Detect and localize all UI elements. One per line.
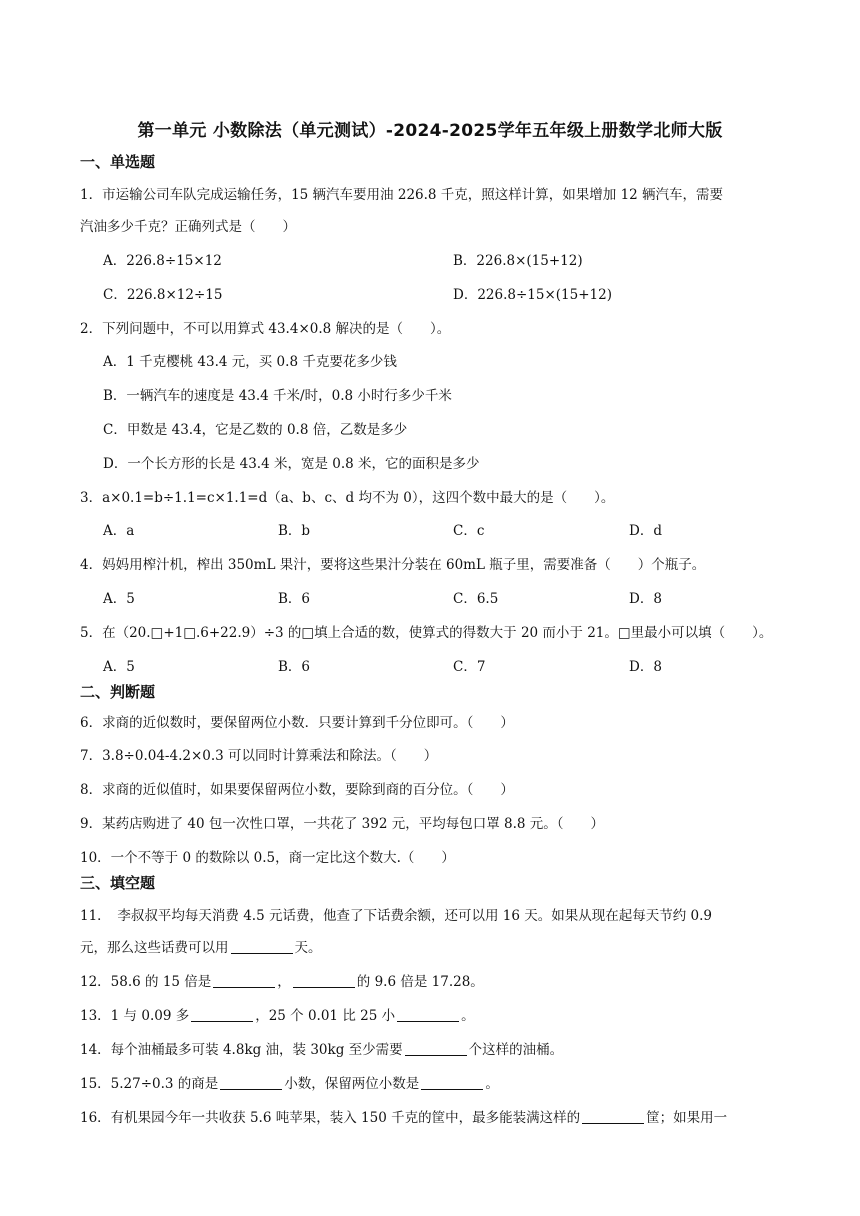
answer-blank[interactable]	[191, 1007, 253, 1022]
question-1-option-d: D．226.8÷15×(15+12)	[453, 287, 612, 303]
question-15-middle: 小数，保留两位小数是	[284, 1076, 420, 1092]
question-14-text: 14．每个油桶最多可装 4.8kg 油，装 30kg 至少需要	[80, 1042, 403, 1058]
question-2-option-c: C．甲数是 43.4，它是乙数的 0.8 倍，乙数是多少	[103, 422, 408, 438]
answer-blank[interactable]	[405, 1041, 467, 1056]
answer-blank[interactable]	[231, 939, 293, 954]
question-4-option-b: B．6	[278, 591, 311, 607]
question-15	[80, 1072, 499, 1092]
question-16-suffix: 筐；如果用一	[646, 1110, 728, 1126]
question-11-suffix: 天。	[294, 940, 322, 956]
question-15-text: 15．5.27÷0.3 的商是	[80, 1076, 219, 1092]
answer-blank[interactable]	[213, 973, 275, 988]
page-title: 第一单元 小数除法（单元测试）-2024-2025学年五年级上册数学北师大版	[137, 121, 723, 141]
question-1-option-c: C．226.8×12÷15	[103, 287, 223, 303]
question-14	[80, 1038, 563, 1058]
question-1-line-1: 1．市运输公司车队完成运输任务，15 辆汽车要用油 226.8 千克，照这样计算，如果增加 12 辆汽车，需要	[80, 187, 724, 203]
question-16	[80, 1106, 727, 1126]
question-12-text: 12．58.6 的 15 倍是	[80, 974, 212, 990]
question-3-option-c: C．c	[453, 523, 485, 539]
answer-blank[interactable]	[293, 973, 355, 988]
answer-blank[interactable]	[582, 1109, 644, 1124]
question-4-line-1: 4．妈妈用榨汁机，榨出 350mL 果汁，要将这些果汁分装在 60mL 瓶子里，需要准备（ ）个瓶子。	[80, 557, 706, 573]
question-5-option-d: D．8	[629, 659, 662, 675]
question-9: 9．某药店购进了 40 包一次性口罩，一共花了 392 元，平均每包口罩 8.8 元。（ ）	[80, 816, 605, 832]
question-13-text: 13．1 与 0.09 多	[80, 1008, 190, 1024]
question-10: 10．一个不等于 0 的数除以 0.5，商一定比这个数大.（ ）	[80, 850, 455, 866]
question-2-option-a: A．1 千克樱桃 43.4 元，买 0.8 千克要花多少钱	[103, 354, 397, 370]
question-12-suffix: 的 9.6 倍是 17.28。	[356, 974, 484, 990]
question-5-line-1: 5．在（20.□+1□.6+22.9）÷3 的□填上合适的数，使算式的得数大于 20 而小于 21。□里最小可以填（ ）。	[80, 625, 773, 641]
question-2-option-d: D．一个长方形的长是 43.4 米，宽是 0.8 米，它的面积是多少	[103, 456, 480, 472]
section-heading-single-choice: 一、单选题	[80, 153, 156, 171]
question-5-option-a: A．5	[103, 659, 135, 675]
question-1-option-b: B．226.8×(15+12)	[453, 253, 583, 269]
question-2-option-b: B．一辆汽车的速度是 43.4 千米/时，0.8 小时行多少千米	[103, 388, 452, 404]
question-1-option-a: A．226.8÷15×12	[103, 253, 222, 269]
question-4-option-a: A．5	[103, 591, 135, 607]
question-13	[80, 1004, 475, 1024]
answer-blank[interactable]	[220, 1075, 282, 1090]
question-7: 7．3.8÷0.04-4.2×0.3 可以同时计算乘法和除法。（ ）	[80, 748, 438, 764]
question-6: 6．求商的近似数时，要保留两位小数．只要计算到千分位即可。（ ）	[80, 715, 514, 731]
question-11-line-2	[80, 936, 322, 956]
answer-blank[interactable]	[421, 1075, 483, 1090]
section-heading-fill-blank: 三、填空题	[80, 874, 156, 892]
question-12	[80, 970, 484, 990]
section-heading-true-false: 二、判断题	[80, 683, 156, 701]
question-3-line-1: 3．a×0.1=b÷1.1=c×1.1=d（a、b、c、d 均不为 0），这四个数中最大的是（ ）。	[80, 490, 615, 506]
question-8: 8．求商的近似值时，如果要保留两位小数，要除到商的百分位。（ ）	[80, 782, 514, 798]
answer-blank[interactable]	[397, 1007, 459, 1022]
question-15-suffix: 。	[485, 1076, 499, 1092]
question-13-middle: ，25 个 0.01 比 25 小	[255, 1008, 396, 1024]
question-3-option-b: B．b	[278, 523, 311, 539]
question-14-suffix: 个这样的油桶。	[468, 1042, 564, 1058]
question-3-option-a: A．a	[103, 523, 135, 539]
question-12-separator: ，	[277, 974, 291, 990]
question-11-line-1: 11． 李叔叔平均每天消费 4.5 元话费，他查了下话费余额，还可以用 16 天。如果从现在起每天节约 0.9	[80, 908, 713, 924]
question-13-suffix: 。	[461, 1008, 475, 1024]
question-5-option-c: C．7	[453, 659, 486, 675]
question-5-option-b: B．6	[278, 659, 311, 675]
question-4-option-c: C．6.5	[453, 591, 499, 607]
question-3-option-d: D．d	[629, 523, 662, 539]
question-1-line-2: 汽油多少千克？正确列式是（ ）	[80, 219, 296, 235]
question-2-line-1: 2．下列问题中，不可以用算式 43.4×0.8 解决的是（ ）。	[80, 321, 451, 337]
question-16-text: 16．有机果园今年一共收获 5.6 吨苹果，装入 150 千克的筐中，最多能装满这样的	[80, 1110, 581, 1126]
question-11-text: 元，那么这些话费可以用	[80, 940, 229, 956]
question-4-option-d: D．8	[629, 591, 662, 607]
